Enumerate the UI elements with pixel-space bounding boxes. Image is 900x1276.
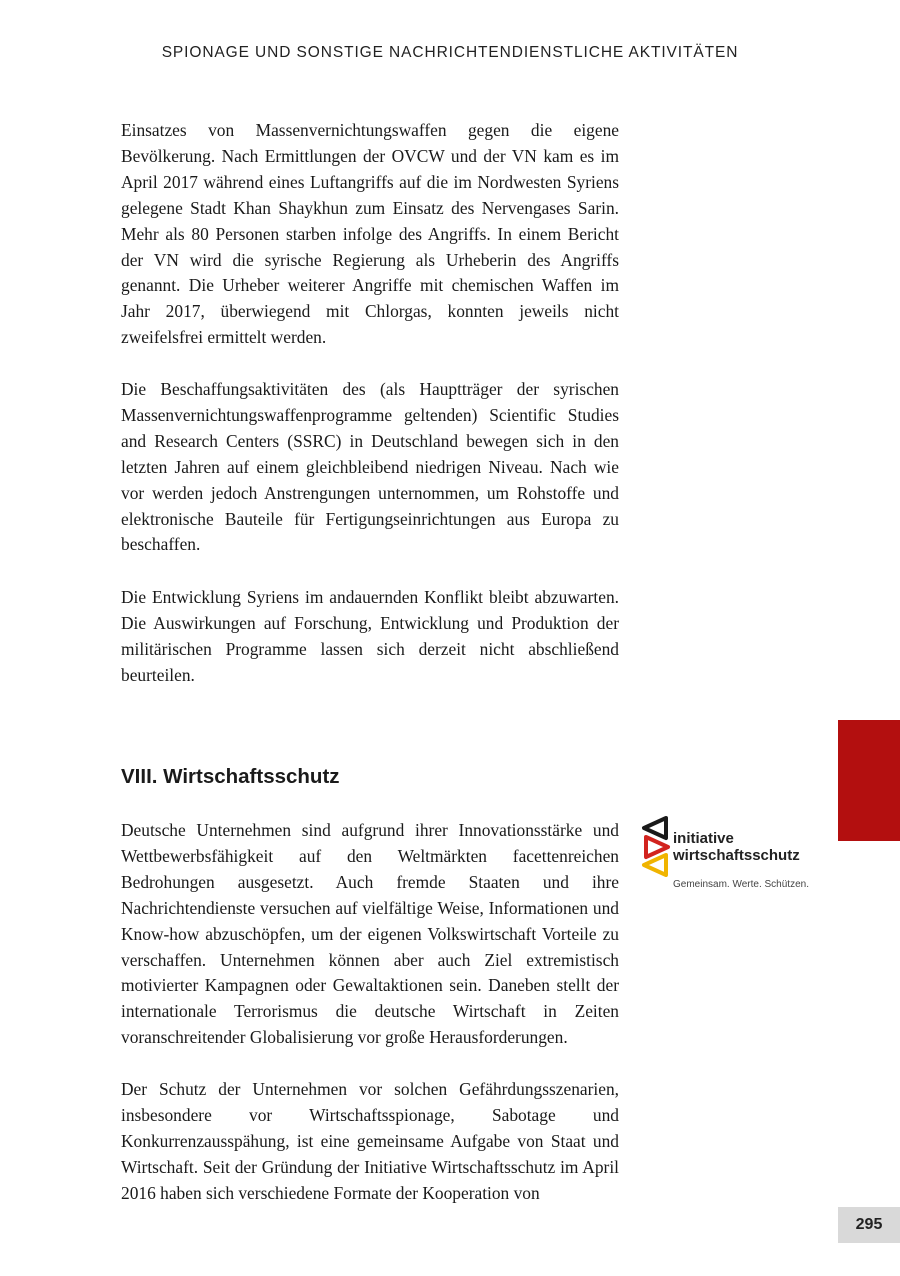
paragraph: Einsatzes von Massenvernichtungswaffen gegen die eigene Bevölkerung. Nach Ermittlungen der OVCW und der VN kam es im April 2017 während eines Luftangriffs auf die im Nordwesten Syriens gelegene Stadt Khan Shaykhun zum Einsatz des Nervengases Sarin. Mehr als 80 Personen starben infolge des Angriffs. In einem Bericht der VN wird die syrische Regierung als Urheberin des Angriffs genannt. Die Urheber weiterer Angriffe mit chemischen Waffen im Jahr 2017, überwiegend mit Chlorgas, konnten jeweils nicht zweifelsfrei ermittelt werden. <box>121 120 619 348</box>
section-heading: VIII. Wirtschaftsschutz <box>121 765 340 788</box>
paragraph: Der Schutz der Unternehmen vor solchen Gefährdungsszenarien, insbesondere vor Wirtschaftsspionage, Sabotage und Konkurrenzausspähung, ist eine gemeinsame Aufgabe von Staat und Wirtschaft. Seit der Gründung der Initiative Wirtschaftsschutz im April 2016 haben sich verschiedene Formate der Kooperation von <box>121 1079 619 1203</box>
paragraph: Deutsche Unternehmen sind aufgrund ihrer Innovationsstärke und Wettbewerbsfähigkeit auf den Weltmärkten facettenreichen Bedrohungen ausgesetzt. Auch fremde Staaten und ihre Nachrichtendienste versuchen auf vielfältige Weise, Informationen und Know-how abzuschöpfen, um der eigenen Volkswirtschaft Vorteile zu verschaffen. Unternehmen können aber auch Ziel extremistisch motivierter Kampagnen oder Gewaltaktionen sein. Daneben stellt der internationale Terrorismus die deutsche Wirtschaft in Zeiten voranschreitender Globalisierung vor große Herausforderungen. <box>121 820 619 1048</box>
logo-triangles-icon <box>640 815 672 877</box>
paragraph: Die Beschaffungsaktivitäten des (als Hauptträger der syrischen Massenvernichtungswaffenprogramme geltenden) Scientific Studies and Research Centers (SSRC) in Deutschland bewegen sich in den letzten Jahren auf einem gleichbleibend niedrigen Niveau. Nach wie vor werden jedoch Anstrengungen unternommen, um Rohstoffe und elektronische Bauteile für Fertigungseinrichtungen aus Europa zu beschaffen. <box>121 379 619 555</box>
page-number-box <box>838 1207 900 1243</box>
chapter-side-tab <box>838 720 900 841</box>
logo-line-1: initiative <box>673 830 734 847</box>
paragraph: Die Entwicklung Syriens im andauernden Konflikt bleibt abzuwarten. Die Auswirkungen auf Forschung, Entwicklung und Produktion der militärischen Programme lassen sich derzeit nicht abschließend beurteilen. <box>121 587 619 685</box>
initiative-wirtschaftsschutz-logo <box>640 815 820 895</box>
logo-slogan: Gemeinsam. Werte. Schützen. <box>673 879 809 890</box>
logo-line-2: wirtschaftsschutz <box>673 847 800 864</box>
page-number: 295 <box>855 1216 883 1233</box>
running-header: SPIONAGE UND SONSTIGE NACHRICHTENDIENSTLICHE AKTIVITÄTEN <box>161 44 739 61</box>
